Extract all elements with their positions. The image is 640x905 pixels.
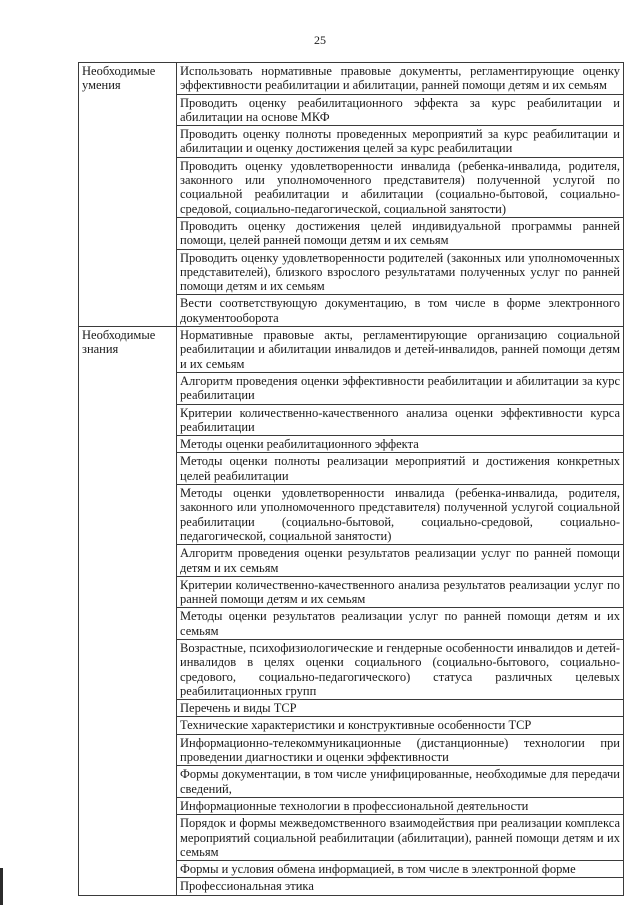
table-cell: Порядок и формы межведомственного взаимодействия при реализации комплекса мероприятий социальной реабилитации (абилитации), ранней помощи детям и их семьям [177, 815, 624, 861]
table-cell: Проводить оценку достижения целей индивидуальной программы ранней помощи, целей ранней помощи детям и их семьям [177, 217, 624, 249]
table-cell: Проводить оценку полноты проведенных мероприятий за курс реабилитации и абилитации и оценку достижения целей за курс реабилитации [177, 126, 624, 158]
competency-table [78, 62, 624, 896]
row-label-knowledge: Необходимые знания [79, 327, 177, 896]
table-cell: Информационные технологии в профессиональной деятельности [177, 797, 624, 814]
row-label-skills: Необходимые умения [79, 63, 177, 327]
table-cell: Технические характеристики и конструктивные особенности ТСР [177, 717, 624, 734]
page-number: 25 [314, 33, 326, 47]
table-cell: Проводить оценку удовлетворенности инвалида (ребенка-инвалида, родителя, законного или уполномоченного представителя) полученной услугой по социальной реабилитации и абилитации (социально-бытовой, социально-средовой, социально-педагогической, социальной занятости) [177, 157, 624, 217]
table-cell: Проводить оценку удовлетворенности родителей (законных или уполномоченных представителей), близкого взрослого результатами полученных услуг по ранней помощи детям и их семьям [177, 249, 624, 295]
table-cell: Критерии количественно-качественного анализа оценки эффективности курса реабилитации [177, 404, 624, 436]
table-cell: Проводить оценку реабилитационного эффекта за курс реабилитации и абилитации на основе МКФ [177, 94, 624, 126]
table-row [79, 327, 624, 373]
table-cell: Методы оценки полноты реализации мероприятий и достижения конкретных целей реабилитации [177, 453, 624, 485]
table-cell: Алгоритм проведения оценки результатов реализации услуг по ранней помощи детям и их семьям [177, 545, 624, 577]
table-cell: Вести соответствующую документацию, в том числе в форме электронного документооборота [177, 295, 624, 327]
table-cell: Нормативные правовые акты, регламентирующие организацию социальной реабилитации и абилитации инвалидов и детей-инвалидов, ранней помощи детям и их семьям [177, 327, 624, 373]
table-cell: Формы и условия обмена информацией, в том числе в электронной форме [177, 861, 624, 878]
table-cell: Методы оценки реабилитационного эффекта [177, 436, 624, 453]
table-cell: Алгоритм проведения оценки эффективности реабилитации и абилитации за курс реабилитации [177, 372, 624, 404]
table-cell: Использовать нормативные правовые документы, регламентирующие оценку эффективности реабилитации и абилитации, ранней помощи детям и их семьям [177, 63, 624, 95]
table-cell: Возрастные, психофизиологические и гендерные особенности инвалидов и детей-инвалидов в целях оценки социального (социально-бытового, социально-средового, социально-педагогического) статуса различных целевых реабилитационных групп [177, 639, 624, 699]
table-cell: Формы документации, в том числе унифицированные, необходимые для передачи сведений, [177, 766, 624, 798]
table-row [79, 63, 624, 95]
scan-edge-mark [0, 868, 3, 905]
table-cell: Перечень и виды ТСР [177, 700, 624, 717]
table-cell: Критерии количественно-качественного анализа результатов реализации услуг по ранней помощи детям и их семьям [177, 576, 624, 608]
table-cell: Методы оценки удовлетворенности инвалида (ребенка-инвалида, родителя, законного или уполномоченного представителя) полученной услугой социальной реабилитации (социально-бытовой, социально-средовой, социально-педагогической, социальной занятости) [177, 485, 624, 545]
table-cell: Информационно-телекоммуникационные (дистанционные) технологии при проведении диагностики и оценки эффективности [177, 734, 624, 766]
table-cell: Профессиональная этика [177, 878, 624, 895]
table-cell: Методы оценки результатов реализации услуг по ранней помощи детям и их семьям [177, 608, 624, 640]
